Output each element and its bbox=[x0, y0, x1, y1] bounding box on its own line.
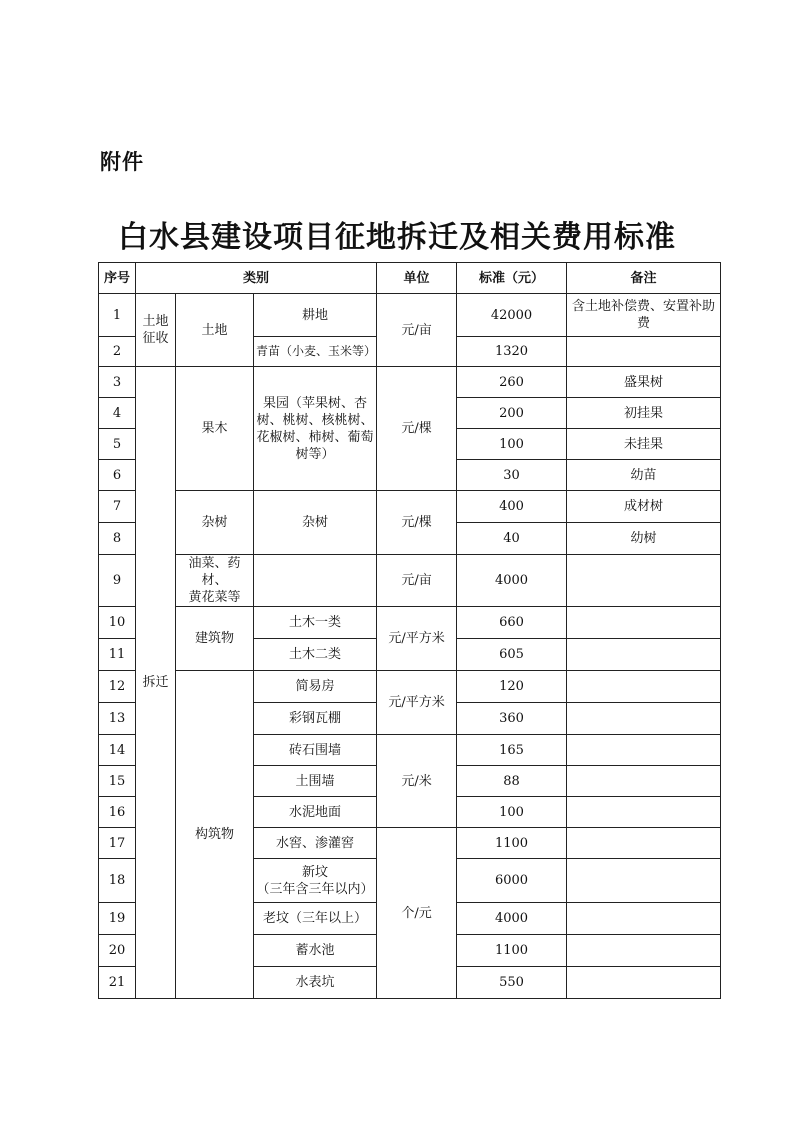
subcat-structure: 构筑物 bbox=[176, 671, 254, 999]
item-empty-cell bbox=[254, 555, 377, 607]
group-demolition: 拆迁 bbox=[136, 367, 176, 999]
unit-mu: 元/亩 bbox=[377, 294, 457, 367]
header-category: 类别 bbox=[136, 263, 377, 294]
remark-cell bbox=[567, 555, 721, 607]
document-title: 白水县建设项目征地拆迁及相关费用标准 bbox=[118, 220, 676, 255]
standard-cell: 360 bbox=[457, 703, 567, 735]
item-seedlings: 青苗（小麦、玉米等） bbox=[254, 337, 377, 367]
unit-each: 个/元 bbox=[377, 828, 457, 999]
fee-standard-table bbox=[98, 262, 721, 999]
item-orchard: 果园（苹果树、杏树、桃树、核桃树、花椒树、柿树、葡萄树等） bbox=[254, 367, 377, 491]
table-row bbox=[99, 607, 721, 639]
remark-cell bbox=[567, 639, 721, 671]
remark-cell bbox=[567, 859, 721, 903]
table-row bbox=[99, 491, 721, 523]
standard-cell: 605 bbox=[457, 639, 567, 671]
seq-cell: 20 bbox=[99, 935, 136, 967]
subcat-land: 土地 bbox=[176, 294, 254, 367]
unit-tree: 元/棵 bbox=[377, 491, 457, 555]
remark-cell bbox=[567, 797, 721, 828]
remark-cell bbox=[567, 828, 721, 859]
seq-cell: 16 bbox=[99, 797, 136, 828]
header-remark: 备注 bbox=[567, 263, 721, 294]
standard-cell: 260 bbox=[457, 367, 567, 398]
remark-cell bbox=[567, 735, 721, 766]
remark-cell: 成材树 bbox=[567, 491, 721, 523]
remark-cell bbox=[567, 903, 721, 935]
seq-cell: 21 bbox=[99, 967, 136, 999]
table-row bbox=[99, 367, 721, 398]
remark-cell bbox=[567, 703, 721, 735]
remark-cell bbox=[567, 766, 721, 797]
subcat-building: 建筑物 bbox=[176, 607, 254, 671]
seq-cell: 3 bbox=[99, 367, 136, 398]
remark-cell: 盛果树 bbox=[567, 367, 721, 398]
item-earth-wall: 土围墙 bbox=[254, 766, 377, 797]
seq-cell: 1 bbox=[99, 294, 136, 337]
table-row bbox=[99, 555, 721, 607]
item-steel-shed: 彩钢瓦棚 bbox=[254, 703, 377, 735]
standard-cell: 40 bbox=[457, 523, 567, 555]
seq-cell: 19 bbox=[99, 903, 136, 935]
header-standard: 标准（元） bbox=[457, 263, 567, 294]
item-old-grave: 老坟（三年以上） bbox=[254, 903, 377, 935]
remark-cell: 初挂果 bbox=[567, 398, 721, 429]
unit-mu: 元/亩 bbox=[377, 555, 457, 607]
item-new-grave: 新坟 （三年含三年以内） bbox=[254, 859, 377, 903]
standard-cell: 100 bbox=[457, 797, 567, 828]
standard-cell: 1100 bbox=[457, 935, 567, 967]
remark-cell bbox=[567, 607, 721, 639]
seq-cell: 7 bbox=[99, 491, 136, 523]
item-meter-pit: 水表坑 bbox=[254, 967, 377, 999]
remark-cell bbox=[567, 337, 721, 367]
item-simple-house: 简易房 bbox=[254, 671, 377, 703]
remark-cell: 未挂果 bbox=[567, 429, 721, 460]
standard-cell: 4000 bbox=[457, 555, 567, 607]
remark-cell: 幼树 bbox=[567, 523, 721, 555]
unit-meter: 元/米 bbox=[377, 735, 457, 828]
subcat-misc-tree: 杂树 bbox=[176, 491, 254, 555]
standard-cell: 6000 bbox=[457, 859, 567, 903]
seq-cell: 14 bbox=[99, 735, 136, 766]
item-tumu2: 土木二类 bbox=[254, 639, 377, 671]
item-misc-tree: 杂树 bbox=[254, 491, 377, 555]
standard-cell: 200 bbox=[457, 398, 567, 429]
subcat-crops: 油菜、药材、 黄花菜等 bbox=[176, 555, 254, 607]
item-tumu1: 土木一类 bbox=[254, 607, 377, 639]
standard-cell: 30 bbox=[457, 460, 567, 491]
seq-cell: 6 bbox=[99, 460, 136, 491]
standard-cell: 1320 bbox=[457, 337, 567, 367]
seq-cell: 5 bbox=[99, 429, 136, 460]
table-row bbox=[99, 294, 721, 337]
remark-cell bbox=[567, 671, 721, 703]
standard-cell: 120 bbox=[457, 671, 567, 703]
standard-cell: 88 bbox=[457, 766, 567, 797]
remark-cell: 含土地补偿费、安置补助费 bbox=[567, 294, 721, 337]
unit-tree: 元/棵 bbox=[377, 367, 457, 491]
standard-cell: 660 bbox=[457, 607, 567, 639]
standard-cell: 1100 bbox=[457, 828, 567, 859]
item-brick-wall: 砖石围墙 bbox=[254, 735, 377, 766]
attachment-label: 附件 bbox=[100, 150, 144, 174]
item-cellar: 水窖、渗灌窖 bbox=[254, 828, 377, 859]
remark-cell bbox=[567, 967, 721, 999]
seq-cell: 10 bbox=[99, 607, 136, 639]
seq-cell: 11 bbox=[99, 639, 136, 671]
item-pool: 蓄水池 bbox=[254, 935, 377, 967]
seq-cell: 12 bbox=[99, 671, 136, 703]
standard-cell: 550 bbox=[457, 967, 567, 999]
unit-sqm: 元/平方米 bbox=[377, 607, 457, 671]
table-header-row bbox=[99, 263, 721, 294]
unit-sqm: 元/平方米 bbox=[377, 671, 457, 735]
subcat-fruit: 果木 bbox=[176, 367, 254, 491]
seq-cell: 9 bbox=[99, 555, 136, 607]
item-cement-floor: 水泥地面 bbox=[254, 797, 377, 828]
standard-cell: 165 bbox=[457, 735, 567, 766]
seq-cell: 2 bbox=[99, 337, 136, 367]
standard-cell: 4000 bbox=[457, 903, 567, 935]
group-land-acquisition: 土地 征收 bbox=[136, 294, 176, 367]
standard-cell: 100 bbox=[457, 429, 567, 460]
standard-cell: 42000 bbox=[457, 294, 567, 337]
seq-cell: 18 bbox=[99, 859, 136, 903]
header-seq: 序号 bbox=[99, 263, 136, 294]
seq-cell: 17 bbox=[99, 828, 136, 859]
seq-cell: 13 bbox=[99, 703, 136, 735]
header-unit: 单位 bbox=[377, 263, 457, 294]
standard-cell: 400 bbox=[457, 491, 567, 523]
item-farmland: 耕地 bbox=[254, 294, 377, 337]
remark-cell: 幼苗 bbox=[567, 460, 721, 491]
table-row bbox=[99, 671, 721, 703]
seq-cell: 8 bbox=[99, 523, 136, 555]
seq-cell: 4 bbox=[99, 398, 136, 429]
remark-cell bbox=[567, 935, 721, 967]
seq-cell: 15 bbox=[99, 766, 136, 797]
